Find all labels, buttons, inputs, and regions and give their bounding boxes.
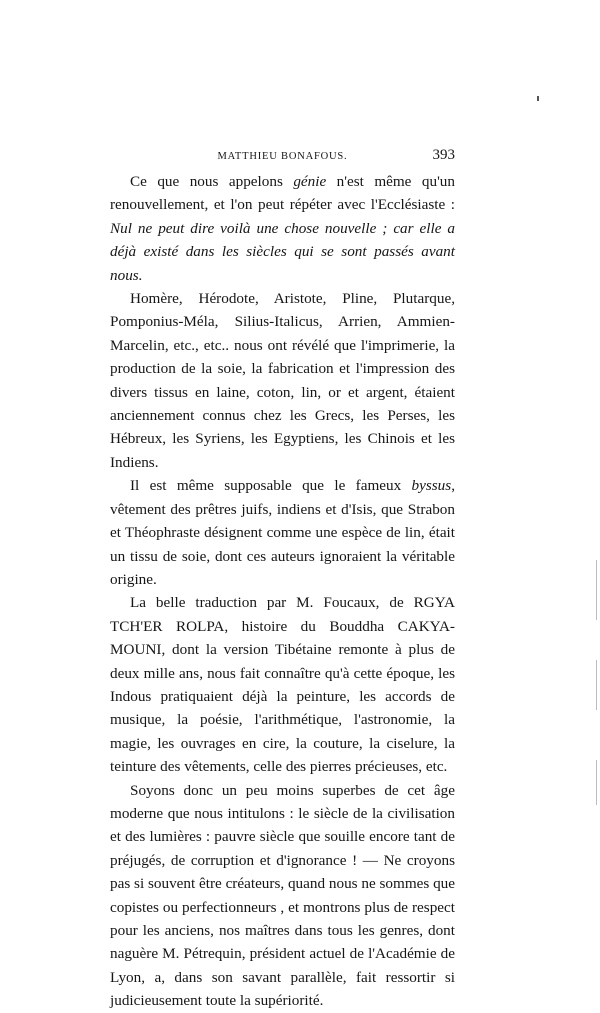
paragraph-4: La belle traduction par M. Foucaux, de RGYA TCH'ER ROLPA, histoire du Bouddha CAKYA-MOUNI, dont la version Tibétaine remonte à plus de deux mille ans, nous fait connaître qu'à cette époque, les Indous pratiquaient déjà la peinture, les accords de musique, la poésie, l'arithmétique, l'astronomie, la magie, les ouvrages en cire, la couture, la ciselure, la teinture des vêtements, celle des pierres précieuses, etc. [110, 594, 455, 776]
paragraph-3 [110, 474, 455, 591]
paragraph-1 [110, 170, 455, 287]
scan-edge-mark [596, 660, 597, 710]
paragraph-1-italic-term: génie [293, 173, 327, 190]
scan-edge-mark [596, 560, 597, 620]
scan-edge-mark [596, 760, 597, 805]
scan-speck [537, 96, 539, 101]
body-text [110, 170, 455, 1013]
page-number: 393 [432, 147, 455, 163]
paragraph-1-part-2: n'est même qu'un renouvellement, et l'on peut répéter avec l'Ecclésiaste : [110, 173, 455, 214]
paragraph-2: Homère, Hérodote, Aristote, Pline, Plutarque, Pomponius-Méla, Silius-Italicus, Arrien, Ammien-Marcelin, etc., etc.. nous ont révélé que l'imprimerie, la production de la soie, la fabrication et l'impression des divers tissus en laine, coton, lin, or et argent, étaient anciennement connus chez les Grecs, les Perses, les Hébreux, les Syriens, les Egyptiens, les Chinois et les Indiens. [110, 290, 455, 471]
page-header [110, 147, 455, 167]
paragraph-1-quotation: Nul ne peut dire voilà une chose nouvelle ; car elle a déjà existé dans les siècles qui se sont passés avant nous. [110, 219, 455, 284]
paragraph-3-part-1: Il est même supposable que le fameux [130, 477, 412, 495]
paragraph-5: Soyons donc un peu moins superbes de cet âge moderne que nous intitulons : le siècle de la civilisation et des lumières : pauvre siècle que souille encore tant de préjugés, de corruption et d'ignorance ! — Ne croyons pas si souvent être créateurs, quand nous ne sommes que copistes ou perfectionneurs , et montrons plus de respect pour les anciens, nos maîtres dans tous les genres, dont naguère M. Pétrequin, président actuel de l'Académie de Lyon, a, dans son savant parallèle, fait ressortir si judicieusement toute la supériorité. [110, 781, 456, 1010]
paragraph-3-part-2: , vêtement des prêtres juifs, indiens et d'Isis, que Strabon et Théophraste désignent comme une espèce de lin, était un tissu de soie, dont ces auteurs ignoraient la véritable origine. [110, 477, 455, 588]
running-head: MATTHIEU BONAFOUS. [217, 151, 348, 162]
paragraph-3-italic-term: byssus [411, 477, 452, 495]
paragraph-1-part-1: Ce que nous appelons [130, 173, 294, 190]
